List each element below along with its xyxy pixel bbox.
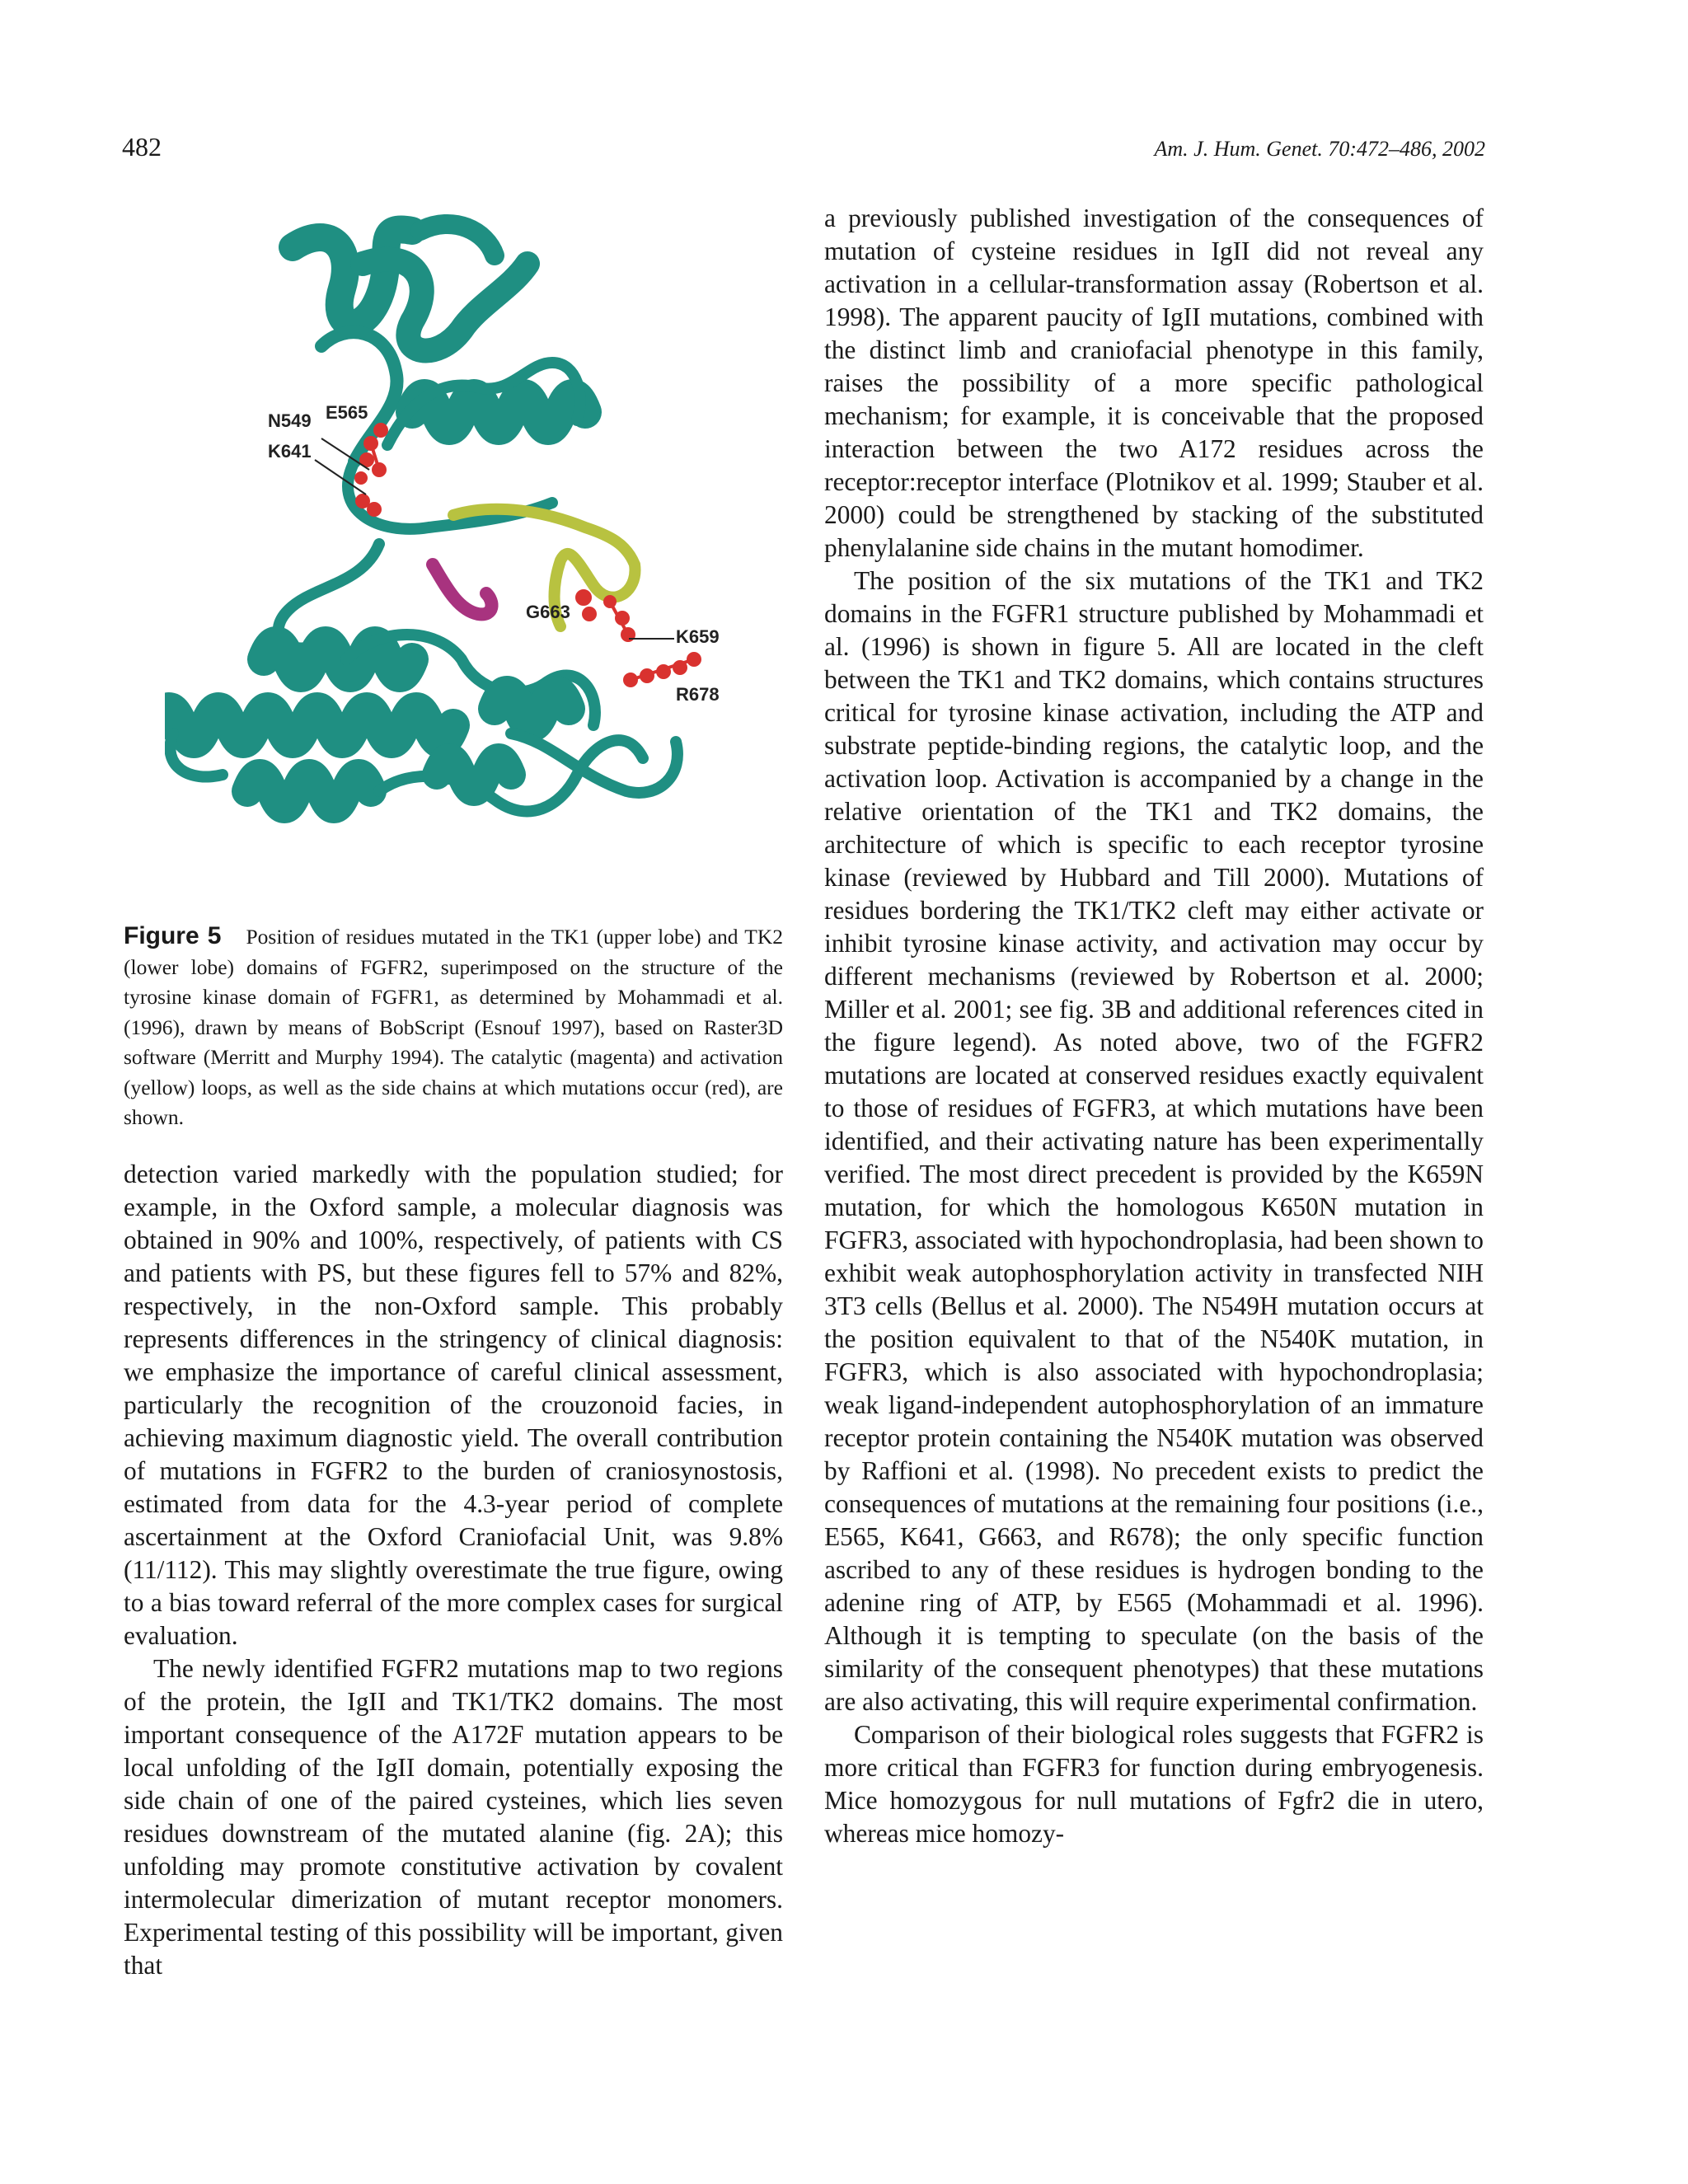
label-e565: E565: [326, 402, 368, 423]
catalytic-loop: [433, 565, 492, 614]
caption-text: Position of residues mutated in the TK1 (upper lobe) and TK2 (lower lobe) domains of FGFR2, superimposed on the structure of the tyrosine kinase domain of FGFR1, as determined by Mohammadi et al. (1996), drawn by means of BobScript (Esnouf 1997), based on Raster3D software (Merritt and Murphy 1994). The catalytic (magenta) and activation (yellow) loops, as well as the side chains at which mutations occur (red), are shown.: [124, 925, 783, 1129]
label-k641: K641: [268, 441, 312, 462]
left-column: [124, 1158, 783, 1982]
label-g663: G663: [526, 602, 570, 622]
body-paragraph: Comparison of their biological roles suggests that FGFR2 is more critical than FGFR3 for function during embryogenesis. Mice homozygous for null mutations of Fgfr2 die in utero, whereas mice homozy-: [824, 1720, 1484, 1848]
figure-caption: [124, 921, 783, 1133]
label-n549: N549: [268, 410, 312, 431]
figure-label: Figure 5: [124, 922, 222, 949]
label-r678: R678: [676, 684, 720, 705]
body-paragraph: detection varied markedly with the population studied; for example, in the Oxford sample, a molecular diagnosis was obtained in 90% and 100%, respectively, of patients with CS and patients with PS, but these figures fell to 57% and 82%, respectively, in the non-Oxford sample. This probably represents differences in the stringency of clinical diagnosis: we emphasize the importance of careful clinical assessment, particularly the recognition of the crouzonoid facies, in achieving maximum diagnostic yield. The overall contribution of mutations in FGFR2 to the burden of craniosynostosis, estimated from data for the 4.3-year period of complete ascertainment at the Oxford Craniofacial Unit, was 9.8% (11/112). This may slightly overestimate the true figure, owing to a bias toward referral of the more complex cases for surgical evaluation.: [124, 1160, 783, 1650]
body-paragraph: a previously published investigation of the consequences of mutation of cysteine residues in IgII did not reveal any activation in a cellular-transformation assay (Robertson et al. 1998). The apparent paucity of IgII mutations, combined with the distinct limb and craniofacial phenotype in this family, raises the possibility of a more specific pathological mechanism; for example, it is conceivable that the proposed interaction between the two A172 residues across the receptor:receptor interface (Plotnikov et al. 1999; Stauber et al. 2000) could be strengthened by stacking of the substituted phenylalanine side chains in the mutant homodimer.: [824, 204, 1484, 562]
right-column: [824, 202, 1484, 1850]
label-k659: K659: [676, 626, 720, 647]
backbone-ribbon: [165, 224, 678, 811]
body-paragraph: The newly identified FGFR2 mutations map to two regions of the protein, the IgII and TK1/TK2 domains. The most important consequence of the A172F mutation appears to be local unfolding of the IgII domain, potentially exposing the side chain of one of the paired cysteines, which lies seven residues downstream of the mutated alanine (fig. 2A); this unfolding may promote constitutive activation by covalent intermolecular dimerization of mutant receptor monomers. Experimental testing of this possibility will be important, given that: [124, 1654, 783, 1980]
running-header: Am. J. Hum. Genet. 70:472–486, 2002: [1154, 137, 1485, 161]
page-number: 482: [122, 132, 162, 162]
body-paragraph: The position of the six mutations of the TK1 and TK2 domains in the FGFR1 structure published by Mohammadi et al. (1996) is shown in figure 5. All are located in the cleft between the TK1 and TK2 domains, which contains structures critical for tyrosine kinase activation, including the ATP and substrate peptide-binding regions, the catalytic loop, and the activation loop. Activation is accompanied by a change in the relative orientation of the TK1 and TK2 domains, the architecture of which is specific to each receptor tyrosine kinase (reviewed by Hubbard and Till 2000). Mutations of residues bordering the TK1/TK2 cleft may either activate or inhibit tyrosine kinase activity, and activation may occur by different mechanisms (reviewed by Robertson et al. 2000; Miller et al. 2001; see fig. 3B and additional references cited in the figure legend). As noted above, two of the FGFR2 mutations are located at conserved residues exactly equivalent to those of residues of FGFR3, at which mutations have been identified, and their activating nature has been experimentally verified. The most direct precedent is provided by the K659N mutation, for which the homologous K650N mutation in FGFR3, associated with hypochondroplasia, had been shown to exhibit weak autophosphorylation activity in transfected NIH 3T3 cells (Bellus et al. 2000). The N549H mutation occurs at the position equivalent to that of the N540K mutation, in FGFR3, which is also associated with hypochondroplasia; weak ligand-independent autophosphorylation of an immature receptor protein containing the N540K mutation was observed by Raffioni et al. (1998). No precedent exists to predict the consequences of mutations at the remaining four positions (i.e., E565, K641, G663, and R678); the only specific function ascribed to any of these residues is hydrogen bonding to the adenine ring of ATP, by E565 (Mohammadi et al. 1996). Although it is tempting to speculate (on the basis of the similarity of the consequent phenotypes) that these mutations are also activating, this will require experimental confirmation.: [824, 566, 1484, 1716]
figure-5-protein-structure: [165, 198, 758, 874]
